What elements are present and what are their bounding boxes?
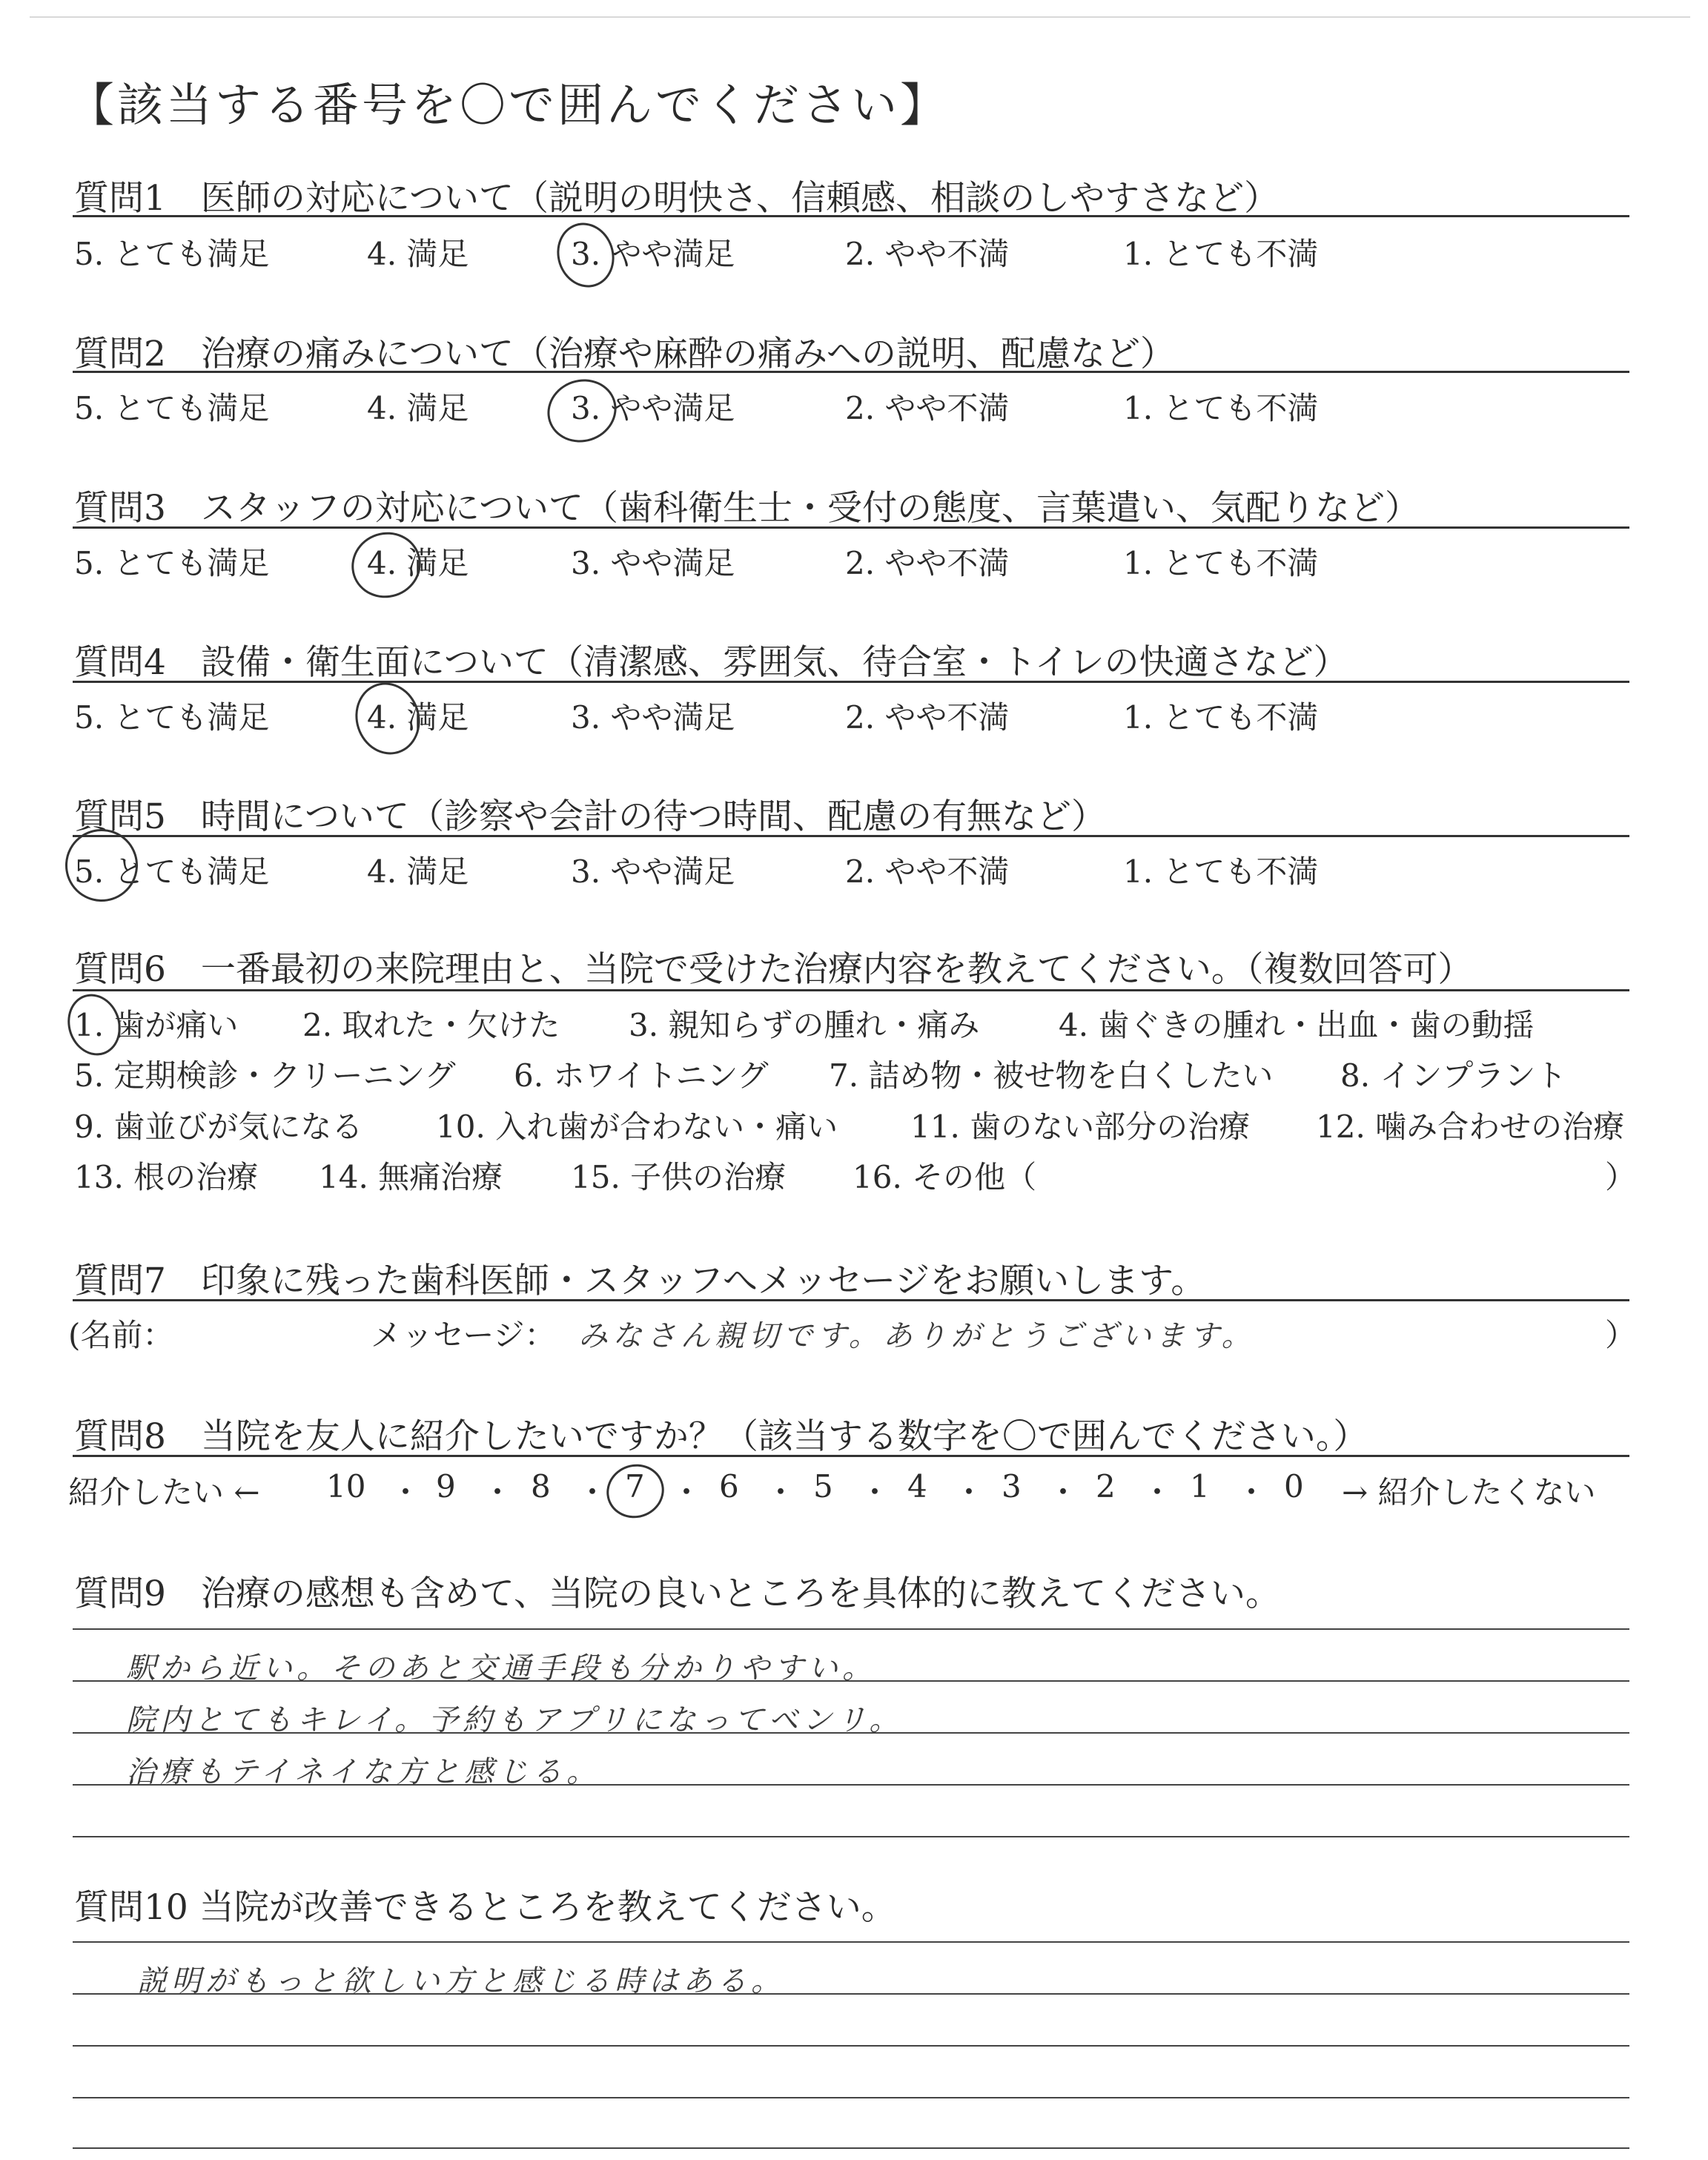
q1-option-3[interactable]: 3. やや満足 xyxy=(571,236,735,272)
q1-rule xyxy=(73,215,1629,217)
scale-dot: ・ xyxy=(953,1474,985,1510)
q6-option-8[interactable]: 8. インプラント xyxy=(1340,1057,1567,1094)
q2-option-3[interactable]: 3. やや満足 xyxy=(571,390,735,426)
q9-answer-line xyxy=(73,1836,1629,1837)
q6-option-6[interactable]: 6. ホワイトニング xyxy=(514,1057,769,1094)
q3-option-5[interactable]: 5. とても満足 xyxy=(74,545,270,581)
q6-option-12[interactable]: 12. 噛み合わせの治療 xyxy=(1316,1109,1625,1145)
q4-rule xyxy=(73,681,1629,683)
q8-right-label: → 紹介したくない xyxy=(1342,1474,1596,1510)
scan-edge xyxy=(30,16,1690,24)
q3-title: 質問3 スタッフの対応について（歯科衛生士・受付の態度、言葉遣い、気配りなど） xyxy=(74,488,1420,529)
scale-dot: ・ xyxy=(577,1474,609,1510)
q10-answer-line xyxy=(73,1941,1629,1943)
scale-3[interactable]: 3 xyxy=(1002,1468,1022,1505)
scale-1[interactable]: 1 xyxy=(1190,1468,1210,1505)
q2-option-5[interactable]: 5. とても満足 xyxy=(74,390,270,426)
q1-option-5[interactable]: 5. とても満足 xyxy=(74,236,270,272)
q1-option-1[interactable]: 1. とても不満 xyxy=(1123,236,1319,272)
q1-option-2[interactable]: 2. やや不満 xyxy=(845,236,1010,272)
q6-option-7[interactable]: 7. 詰め物・被せ物を白くしたい xyxy=(829,1057,1274,1094)
q10-title: 質問10 当院が改善できるところを教えてください。 xyxy=(74,1887,896,1928)
scale-dot: ・ xyxy=(1142,1474,1174,1510)
q5-title: 質問5 時間について（診察や会計の待つ時間、配慮の有無など） xyxy=(74,796,1106,837)
q6-option-5[interactable]: 5. 定期検診・クリーニング xyxy=(74,1057,456,1094)
q9-answer-1: 駅から近い。そのあと交通手段も分かりやすい。 xyxy=(126,1651,876,1685)
q8-left-label: 紹介したい ← xyxy=(68,1474,260,1510)
scale-dot: ・ xyxy=(390,1474,422,1510)
q9-answer-3: 治療もテイネイな方と感じる。 xyxy=(126,1755,600,1789)
q2-rule xyxy=(73,371,1629,373)
q4-title: 質問4 設備・衛生面について（清潔感、雰囲気、待合室・トイレの快適さなど） xyxy=(74,642,1348,683)
q9-answer-line xyxy=(73,1784,1629,1786)
q10-answer-line xyxy=(73,2097,1629,2098)
q3-option-1[interactable]: 1. とても不満 xyxy=(1123,545,1319,581)
q3-option-3[interactable]: 3. やや満足 xyxy=(571,545,735,581)
q4-option-4[interactable]: 4. 満足 xyxy=(367,699,469,736)
q6-option-13[interactable]: 13. 根の治療 xyxy=(74,1159,259,1195)
q6-option-15[interactable]: 15. 子供の治療 xyxy=(571,1159,787,1195)
q6-rule xyxy=(73,989,1629,991)
q4-selection-circle xyxy=(346,674,429,763)
q10-answer-line xyxy=(73,2045,1629,2047)
q10-answer-line xyxy=(73,1993,1629,1995)
scale-0[interactable]: 0 xyxy=(1284,1468,1304,1505)
q10-answer-1: 説明がもっと欲しい方と感じる時はある。 xyxy=(137,1964,785,1998)
q8-selection-circle xyxy=(600,1457,671,1526)
q5-option-4[interactable]: 4. 満足 xyxy=(367,853,469,890)
q4-option-5[interactable]: 5. とても満足 xyxy=(74,699,270,736)
scale-2[interactable]: 2 xyxy=(1096,1468,1116,1505)
q7-message-label: メッセージ： xyxy=(371,1317,556,1353)
q9-answer-2: 院内とてもキレイ。予約もアプリになってベンリ。 xyxy=(126,1703,904,1737)
scale-4[interactable]: 4 xyxy=(907,1468,927,1505)
q6-option-10[interactable]: 10. 入れ歯が合わない・痛い xyxy=(436,1109,838,1145)
q3-selection-circle xyxy=(343,524,430,607)
scale-9[interactable]: 9 xyxy=(436,1468,456,1505)
q2-option-4[interactable]: 4. 満足 xyxy=(367,390,469,426)
q4-option-3[interactable]: 3. やや満足 xyxy=(571,699,735,736)
q9-title: 質問9 治療の感想も含めて、当院の良いところを具体的に教えてください。 xyxy=(74,1573,1280,1614)
q2-option-2[interactable]: 2. やや不満 xyxy=(845,390,1010,426)
q5-rule xyxy=(73,835,1629,837)
q7-rule xyxy=(73,1299,1629,1301)
scale-5[interactable]: 5 xyxy=(813,1468,833,1505)
q7-title: 質問7 印象に残った歯科医師・スタッフへメッセージをお願いします。 xyxy=(74,1261,1206,1301)
q1-selection-circle xyxy=(549,215,622,294)
q7-message-handwritten: みなさん親切です。ありがとうございます。 xyxy=(578,1319,1256,1353)
scale-dot: ・ xyxy=(671,1474,703,1510)
q6-option-14[interactable]: 14. 無痛治療 xyxy=(319,1159,503,1195)
q5-option-2[interactable]: 2. やや不満 xyxy=(845,853,1010,890)
q10-answer-line xyxy=(73,2147,1629,2149)
q2-title: 質問2 治療の痛みについて（治療や麻酔の痛みへの説明、配慮など） xyxy=(74,334,1176,374)
q8-title: 質問8 当院を友人に紹介したいですか？（該当する数字を〇で囲んでください。） xyxy=(74,1416,1368,1457)
q6-option-11[interactable]: 11. 歯のない部分の治療 xyxy=(910,1109,1251,1145)
q1-option-4[interactable]: 4. 満足 xyxy=(367,236,469,272)
q5-option-5[interactable]: 5. とても満足 xyxy=(74,853,270,890)
q6-option-9[interactable]: 9. 歯並びが気になる xyxy=(74,1109,363,1145)
scale-dot: ・ xyxy=(1047,1474,1079,1510)
q5-option-1[interactable]: 1. とても不満 xyxy=(1123,853,1319,890)
scale-dot: ・ xyxy=(859,1474,891,1510)
q3-option-2[interactable]: 2. やや不満 xyxy=(845,545,1010,581)
scale-7[interactable]: 7 xyxy=(625,1468,645,1505)
q2-selection-circle xyxy=(539,371,624,452)
page-header: 【該当する番号を〇で囲んでください】 xyxy=(68,78,950,132)
q6-option-3[interactable]: 3. 親知らずの腫れ・痛み xyxy=(629,1007,980,1043)
scale-8[interactable]: 8 xyxy=(531,1468,551,1505)
q6-option-1[interactable]: 1. 歯が痛い xyxy=(74,1007,239,1043)
scale-10[interactable]: 10 xyxy=(326,1468,366,1505)
q6-title: 質問6 一番最初の来院理由と、当院で受けた治療内容を教えてください。（複数回答可） xyxy=(74,949,1473,990)
q7-name-label: (名前： xyxy=(68,1317,174,1353)
q4-option-1[interactable]: 1. とても不満 xyxy=(1123,699,1319,736)
q5-option-3[interactable]: 3. やや満足 xyxy=(571,853,735,890)
q1-title: 質問1 医師の対応について（説明の明快さ、信頼感、相談のしやすさなど） xyxy=(74,178,1280,219)
q6-option-16[interactable]: 16. その他（ xyxy=(853,1159,1037,1195)
q2-option-1[interactable]: 1. とても不満 xyxy=(1123,390,1319,426)
q9-answer-line xyxy=(73,1628,1629,1630)
q3-rule xyxy=(73,526,1629,529)
q9-answer-line xyxy=(73,1732,1629,1734)
q4-option-2[interactable]: 2. やや不満 xyxy=(845,699,1010,736)
scale-6[interactable]: 6 xyxy=(719,1468,739,1505)
q6-option-2[interactable]: 2. 取れた・欠けた xyxy=(302,1007,560,1043)
q9-answer-line xyxy=(73,1680,1629,1682)
q8-rule xyxy=(73,1455,1629,1457)
q3-option-4[interactable]: 4. 満足 xyxy=(367,545,469,581)
scale-dot: ・ xyxy=(765,1474,797,1510)
scale-dot: ・ xyxy=(1236,1474,1268,1510)
q7-close: ） xyxy=(1605,1317,1637,1353)
q6-option-4[interactable]: 4. 歯ぐきの腫れ・出血・歯の動揺 xyxy=(1059,1007,1535,1043)
q6-other-close: ） xyxy=(1605,1159,1637,1195)
scale-dot: ・ xyxy=(482,1474,514,1510)
